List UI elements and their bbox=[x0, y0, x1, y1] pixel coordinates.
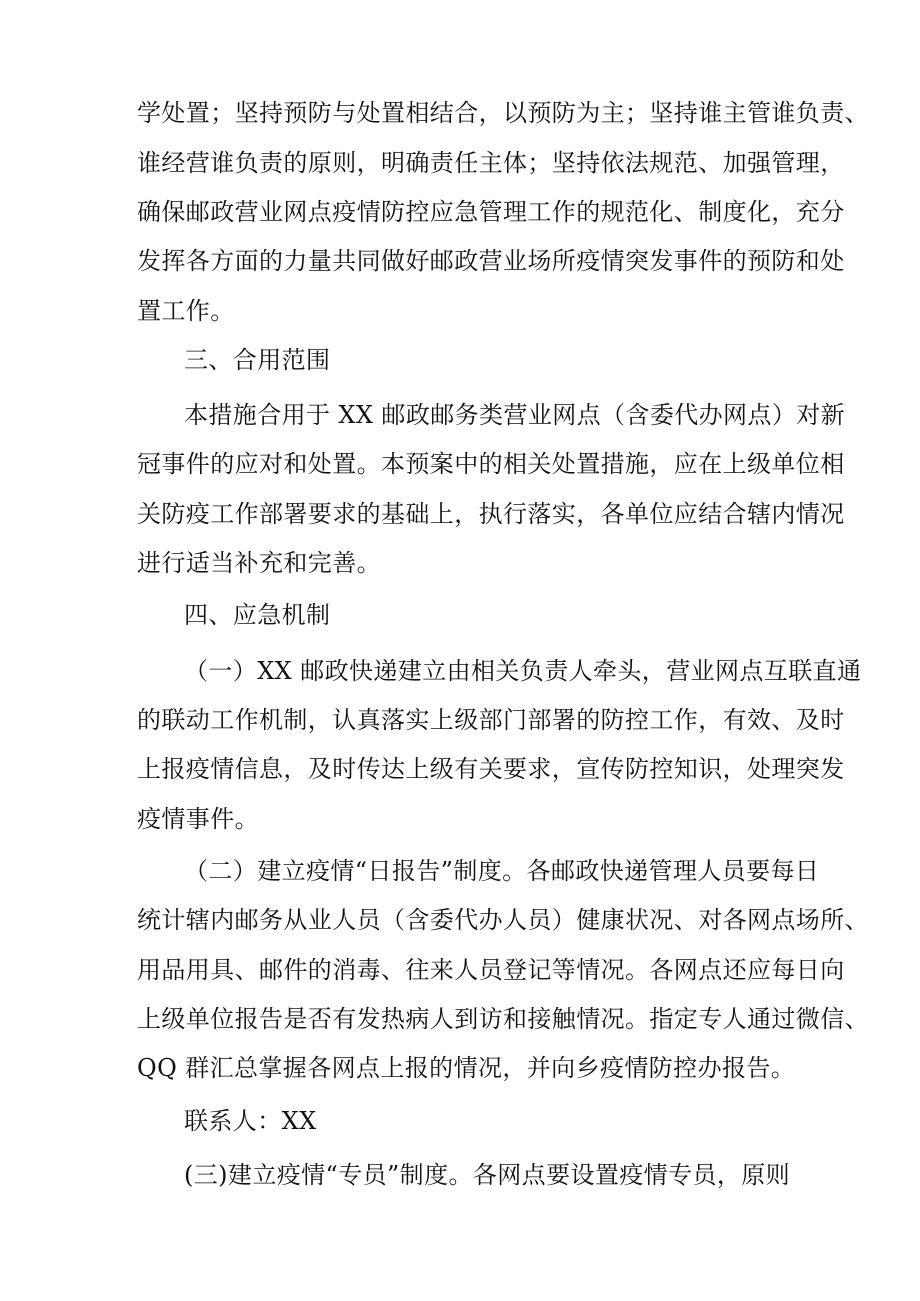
text-line: 学处置；坚持预防与处置相结合，以预防为主；坚持谁主管谁负责、 bbox=[137, 99, 869, 127]
text-line: 进行适当补充和完善。 bbox=[137, 549, 381, 577]
text-line: 的联动工作机制，认真落实上级部门部署的防控工作，有效、及时 bbox=[137, 706, 845, 734]
text-line: 谁经营谁负责的原则，明确责任主体；坚持依法规范、加强管理， bbox=[137, 149, 845, 177]
section-heading: 四、应急机制 bbox=[184, 601, 331, 629]
text-line: 疫情事件。 bbox=[137, 805, 259, 833]
text-line: 发挥各方面的力量共同做好邮政营业场所疫情突发事件的预防和处 bbox=[137, 247, 845, 275]
text-line: 关防疫工作部署要求的基础上，执行落实，各单位应结合辖内情况 bbox=[137, 500, 845, 528]
contact-line: 联系人：XX bbox=[184, 1107, 317, 1135]
text-line: 本措施合用于 XX 邮政邮务类营业网点（含委代办网点）对新 bbox=[184, 401, 846, 429]
text-line: 确保邮政营业网点疫情防控应急管理工作的规范化、制度化，充分 bbox=[137, 198, 845, 226]
text-line: 冠事件的应对和处置。本预案中的相关处置措施，应在上级单位相 bbox=[137, 450, 845, 478]
text-line: （一）XX 邮政快递建立由相关负责人牵头，营业网点互联直通 bbox=[184, 657, 862, 685]
section-heading: 三、合用范围 bbox=[184, 346, 331, 374]
text-line: (三)建立疫情“专员”制度。各网点要设置疫情专员，原则 bbox=[184, 1161, 791, 1189]
text-line: 统计辖内邮务从业人员（含委代办人员）健康状况、对各网点场所、 bbox=[137, 906, 869, 934]
text-line: 用品用具、邮件的消毒、往来人员登记等情况。各网点还应每日向 bbox=[137, 956, 845, 984]
text-line: （二）建立疫情“日报告”制度。各邮政快递管理人员要每日 bbox=[184, 857, 820, 885]
text-line: 置工作。 bbox=[137, 297, 235, 325]
text-line: 上报疫情信息，及时传达上级有关要求，宣传防控知识，处理突发 bbox=[137, 755, 845, 783]
text-line: 上级单位报告是否有发热病人到访和接触情况。指定专人通过微信、 bbox=[137, 1005, 869, 1033]
text-line: QQ 群汇总掌握各网点上报的情况，并向乡疫情防控办报告。 bbox=[137, 1054, 796, 1082]
